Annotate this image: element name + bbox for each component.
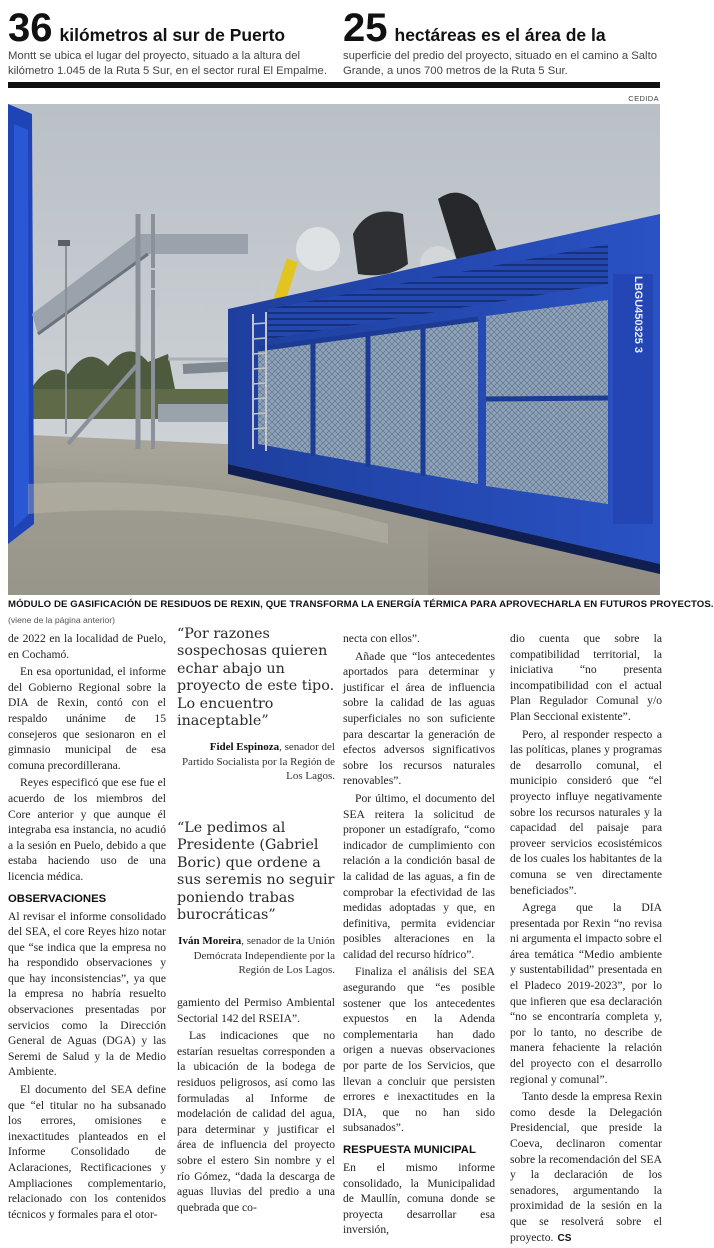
paragraph: gamiento del Permiso Ambiental Sectorial 142 del RSEIA”. xyxy=(177,996,335,1025)
paragraph: Pero, al responder respecto a las políticas, planes y programas de desarrollo comunal, el municipio consideró que “el proyecto influye negativamente sobre los recursos naturales y la capacidad del paisaje para proveer servicios ecosistémicos de los cuales los habitantes de la comuna se ven directamente beneficiados”. xyxy=(510,727,662,897)
end-mark: CS xyxy=(557,1232,572,1244)
stat-body-text: superficie del predio del proyecto, situado en el camino a Salto Grande, a unos 700 metros de la Ruta 5 Sur. xyxy=(343,50,657,77)
continued-note: (viene de la página anterior) xyxy=(8,615,116,625)
header-divider xyxy=(8,82,660,88)
section-subhead: RESPUESTA MUNICIPAL xyxy=(343,1144,476,1156)
stat-number: 25 xyxy=(343,6,388,50)
photo-caption: MÓDULO DE GASIFICACIÓN DE RESIDUOS DE REXIN, QUE TRANSFORMA LA ENERGÍA TÉRMICA PARA APROVECHARLA EN FUTUROS PROYECTOS. xyxy=(8,599,714,610)
paragraph: Por último, el documento del SEA reitera la solicitud de proponer un estadígrafo, “como indicador de cumplimiento con relación a la condición basal de la calidad de las aguas, a fin de comprobar la efectividad de las medidas adoptadas y que, en definitiva, permita evidenciar posibles alteraciones en la calidad del recurso hídrico”. xyxy=(343,791,495,961)
pull-quote-attribution: Iván Moreira, senador de la Unión Demócrata Independiente por la Región de Los Lagos. xyxy=(178,935,335,977)
paragraph: En esa oportunidad, el informe del Gobierno Regional sobre la DIA de Rexin, contó con el respaldo unánime de 15 consejeros que sesionaron en el gimnasio municipal de esa comuna precordillerana. xyxy=(8,665,166,772)
paragraph: Agrega que la DIA presentada por Rexin “no revisa ni argumenta el impacto sobre el área temática “Medio ambiente y sustentabilidad” presentada en el Pladeco 2019-2023”, por lo que infieren que esa declaración “no se encontraría completa y, por lo tanto, no describe de manera fehaciente la relación del proyecto con el desarrollo regional y comunal”. xyxy=(510,901,662,1086)
paragraph: En el mismo informe consolidado, la Municipalidad de Maullín, comuna donde se proyecta desarrollar esa inversión, xyxy=(343,1161,495,1237)
pull-quote xyxy=(177,820,335,978)
quote-author-role: senador de la Unión Demócrata Independiente por la Región de Los Lagos. xyxy=(193,935,335,977)
paragraph-text: Tanto desde la empresa Rexin como desde la Delegación Presidencial, que preside la Coeva, declinaron comentar sobre la recomendación del SEA y la declaración de los senadores, argumentando la proximidad de la sesión en la que se resolverá sobre el proyecto. xyxy=(510,1090,662,1244)
stat-box-area xyxy=(343,6,663,79)
pull-quote-text: “Le pedimos al Presidente (Gabriel Boric) que ordene a sus seremis no seguir poniendo trabas burocráticas” xyxy=(177,820,335,924)
stat-body-text: Montt se ubica el lugar del proyecto, situado a la altura del kilómetro 1.045 de la Ruta 5 Sur, en el sector rural El Empalme. xyxy=(8,50,327,77)
pull-quote-attribution: Fidel Espinoza, senador del Partido Socialista por la Región de Los Lagos. xyxy=(181,741,335,783)
stat-box-distance xyxy=(8,6,328,79)
container-code-label: LBGU450325 3 xyxy=(632,276,644,354)
paragraph: de 2022 en la localidad de Puelo, en Cochamó. xyxy=(8,632,166,661)
gasification-module-photo xyxy=(8,104,660,595)
paragraph: Las indicaciones que no estarían resueltas corresponden a la ubicación de la bodega de residuos peligrosos, así como las formuladas al Informe de modelación de calidad del agua, para determinar y justificar el área de influencia del proyecto sobre el estero Sin nombre y el río Gómez, “dada la descarga de aguas lluvias del predio a una quebrada que co- xyxy=(177,1029,335,1214)
photo-credit: CEDIDA xyxy=(628,94,659,103)
paragraph: Al revisar el informe consolidado del SEA, el core Reyes hizo notar que “se indica que la empresa no ha respondido observaciones y que hay inconsistencias”, ya que la empresa no habría resuelto observaciones presentadas por servicios como la Dirección General de Aguas (DGA) y las Seremi de Salud y la de Medio Ambiente. xyxy=(8,909,166,1079)
paragraph: El documento del SEA define que “el titular no ha subsanado los errores, omisiones e inexactitudes planteados en el Informe Consolidado de Aclaraciones, Rectificaciones y Ampliaciones complementario, relacionado con los contenidos técnicos y formales para el otor- xyxy=(8,1083,166,1221)
section-subhead: OBSERVACIONES xyxy=(8,892,107,905)
paragraph xyxy=(510,1089,662,1246)
article-column-2 xyxy=(177,995,335,1217)
paragraph: Reyes especificó que ese fue el acuerdo de los miembros del Core anterior y que aunque él integraba esa instancia, no acudió a la sesión en Puelo, debido a que estaba haciendo uso de una licencia médica. xyxy=(8,776,166,883)
paragraph: dio cuenta que sobre la compatibilidad territorial, la iniciativa “no presenta incompatibilidad con el actual Plan Regulador Comunal y/o Plan Seccional existente”. xyxy=(510,632,662,723)
paragraph: Añade que “los antecedentes aportados para determinar y justificar el área de influencia sobre la calidad de las aguas superficiales no son suficiente para descartar la generación de efectos adversos significativos sobre los recursos naturales renovables”. xyxy=(343,649,495,788)
article-column-1 xyxy=(8,631,166,1224)
pull-quote xyxy=(177,626,335,784)
article-column-4 xyxy=(510,631,662,1248)
quote-author-role: senador del Partido Socialista por la Región de Los Lagos. xyxy=(181,741,335,783)
paragraph: Finaliza el análisis del SEA asegurando que “es posible sostener que los antecedentes expuestos en la Adenda complementaria han dado origen a nuevas observaciones por parte de los Servicios, que llevan a concluir que persisten errores e inexactitudes en la DIA, que no han sido subsanados”. xyxy=(343,965,495,1135)
pull-quote-text: “Por razones sospechosas quieren echar abajo un proyecto de este tipo. Lo encuentro inaceptable” xyxy=(177,626,335,730)
stat-lead-text: hectáreas es el área de la xyxy=(394,25,606,45)
stat-number: 36 xyxy=(8,6,53,50)
quote-author: Iván Moreira xyxy=(178,935,242,948)
paragraph: necta con ellos”. xyxy=(343,632,420,645)
quote-author: Fidel Espinoza xyxy=(209,741,280,754)
stat-lead-text: kilómetros al sur de Puerto xyxy=(59,25,286,45)
article-column-3 xyxy=(343,631,495,1240)
